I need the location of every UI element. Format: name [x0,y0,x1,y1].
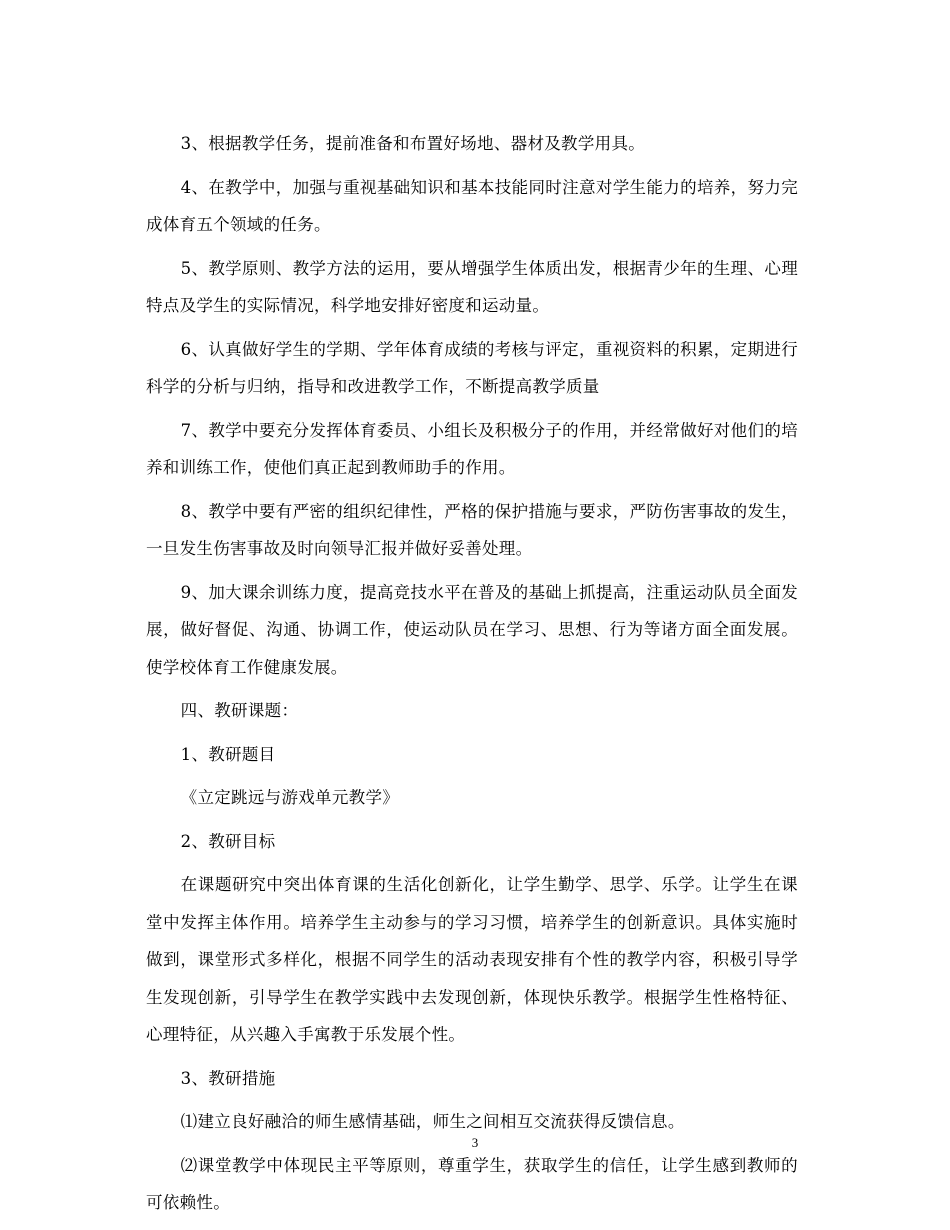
document-body [146,125,798,1228]
subheading-research-title: 1、教研题目 [180,744,276,764]
paragraph-item-8: 8、教学中要有严密的组织纪律性，严格的保护措施与要求，严防伤害事故的发生，一旦发生伤害事故及时向领导汇报并做好妥善处理。 [146,501,798,558]
subheading-research-measures: 3、教研措施 [180,1068,276,1088]
measure-item-2: ⑵课堂教学中体现民主平等原则，尊重学生，获取学生的信任，让学生感到教师的可依赖性。 [146,1155,798,1212]
research-title-text: 《立定跳远与游戏单元教学》 [180,788,400,807]
measure-item-1: ⑴建立良好融洽的师生感情基础，师生之间相互交流获得反馈信息。 [180,1112,685,1131]
paragraph-item-5: 5、教学原则、教学方法的运用，要从增强学生体质出发，根据青少年的生理、心理特点及学生的实际情况，科学地安排好密度和运动量。 [146,258,798,315]
paragraph-item-9: 9、加大课余训练力度，提高竞技水平在普及的基础上抓提高，注重运动队员全面发展，做好督促、沟通、协调工作，使运动队员在学习、思想、行为等诸方面全面发展。使学校体育工作健康发展。 [146,582,798,677]
paragraph-item-3: 3、根据教学任务，提前准备和布置好场地、器材及教学用具。 [180,134,646,153]
paragraph-item-4: 4、在教学中，加强与重视基础知识和基本技能同时注意对学生能力的培养，努力完成体育五个领域的任务。 [146,177,798,234]
page-number: 3 [471,1135,479,1150]
paragraph-item-6: 6、认真做好学生的学期、学年体育成绩的考核与评定，重视资料的积累，定期进行科学的分析与归纳，指导和改进教学工作，不断提高教学质量 [146,339,798,396]
research-goal-text: 在课题研究中突出体育课的生活化创新化，让学生勤学、思学、乐学。让学生在课堂中发挥主体作用。培养学生主动参与的学习习惯，培养学生的创新意识。具体实施时做到，课堂形式多样化，根据不同学生的活动表现安排有个性的教学内容，积极引导学生发现创新，引导学生在教学实践中去发现创新，体现快乐教学。根据学生性格特征、心理特征，从兴趣入手寓教于乐发展个性。 [146,875,798,1044]
section-heading-research-topic: 四、教研课题： [180,701,299,720]
paragraph-item-7: 7、教学中要充分发挥体育委员、小组长及积极分子的作用，并经常做好对他们的培养和训练工作，使他们真正起到教师助手的作用。 [146,420,798,477]
subheading-research-goal: 2、教研目标 [180,831,276,851]
